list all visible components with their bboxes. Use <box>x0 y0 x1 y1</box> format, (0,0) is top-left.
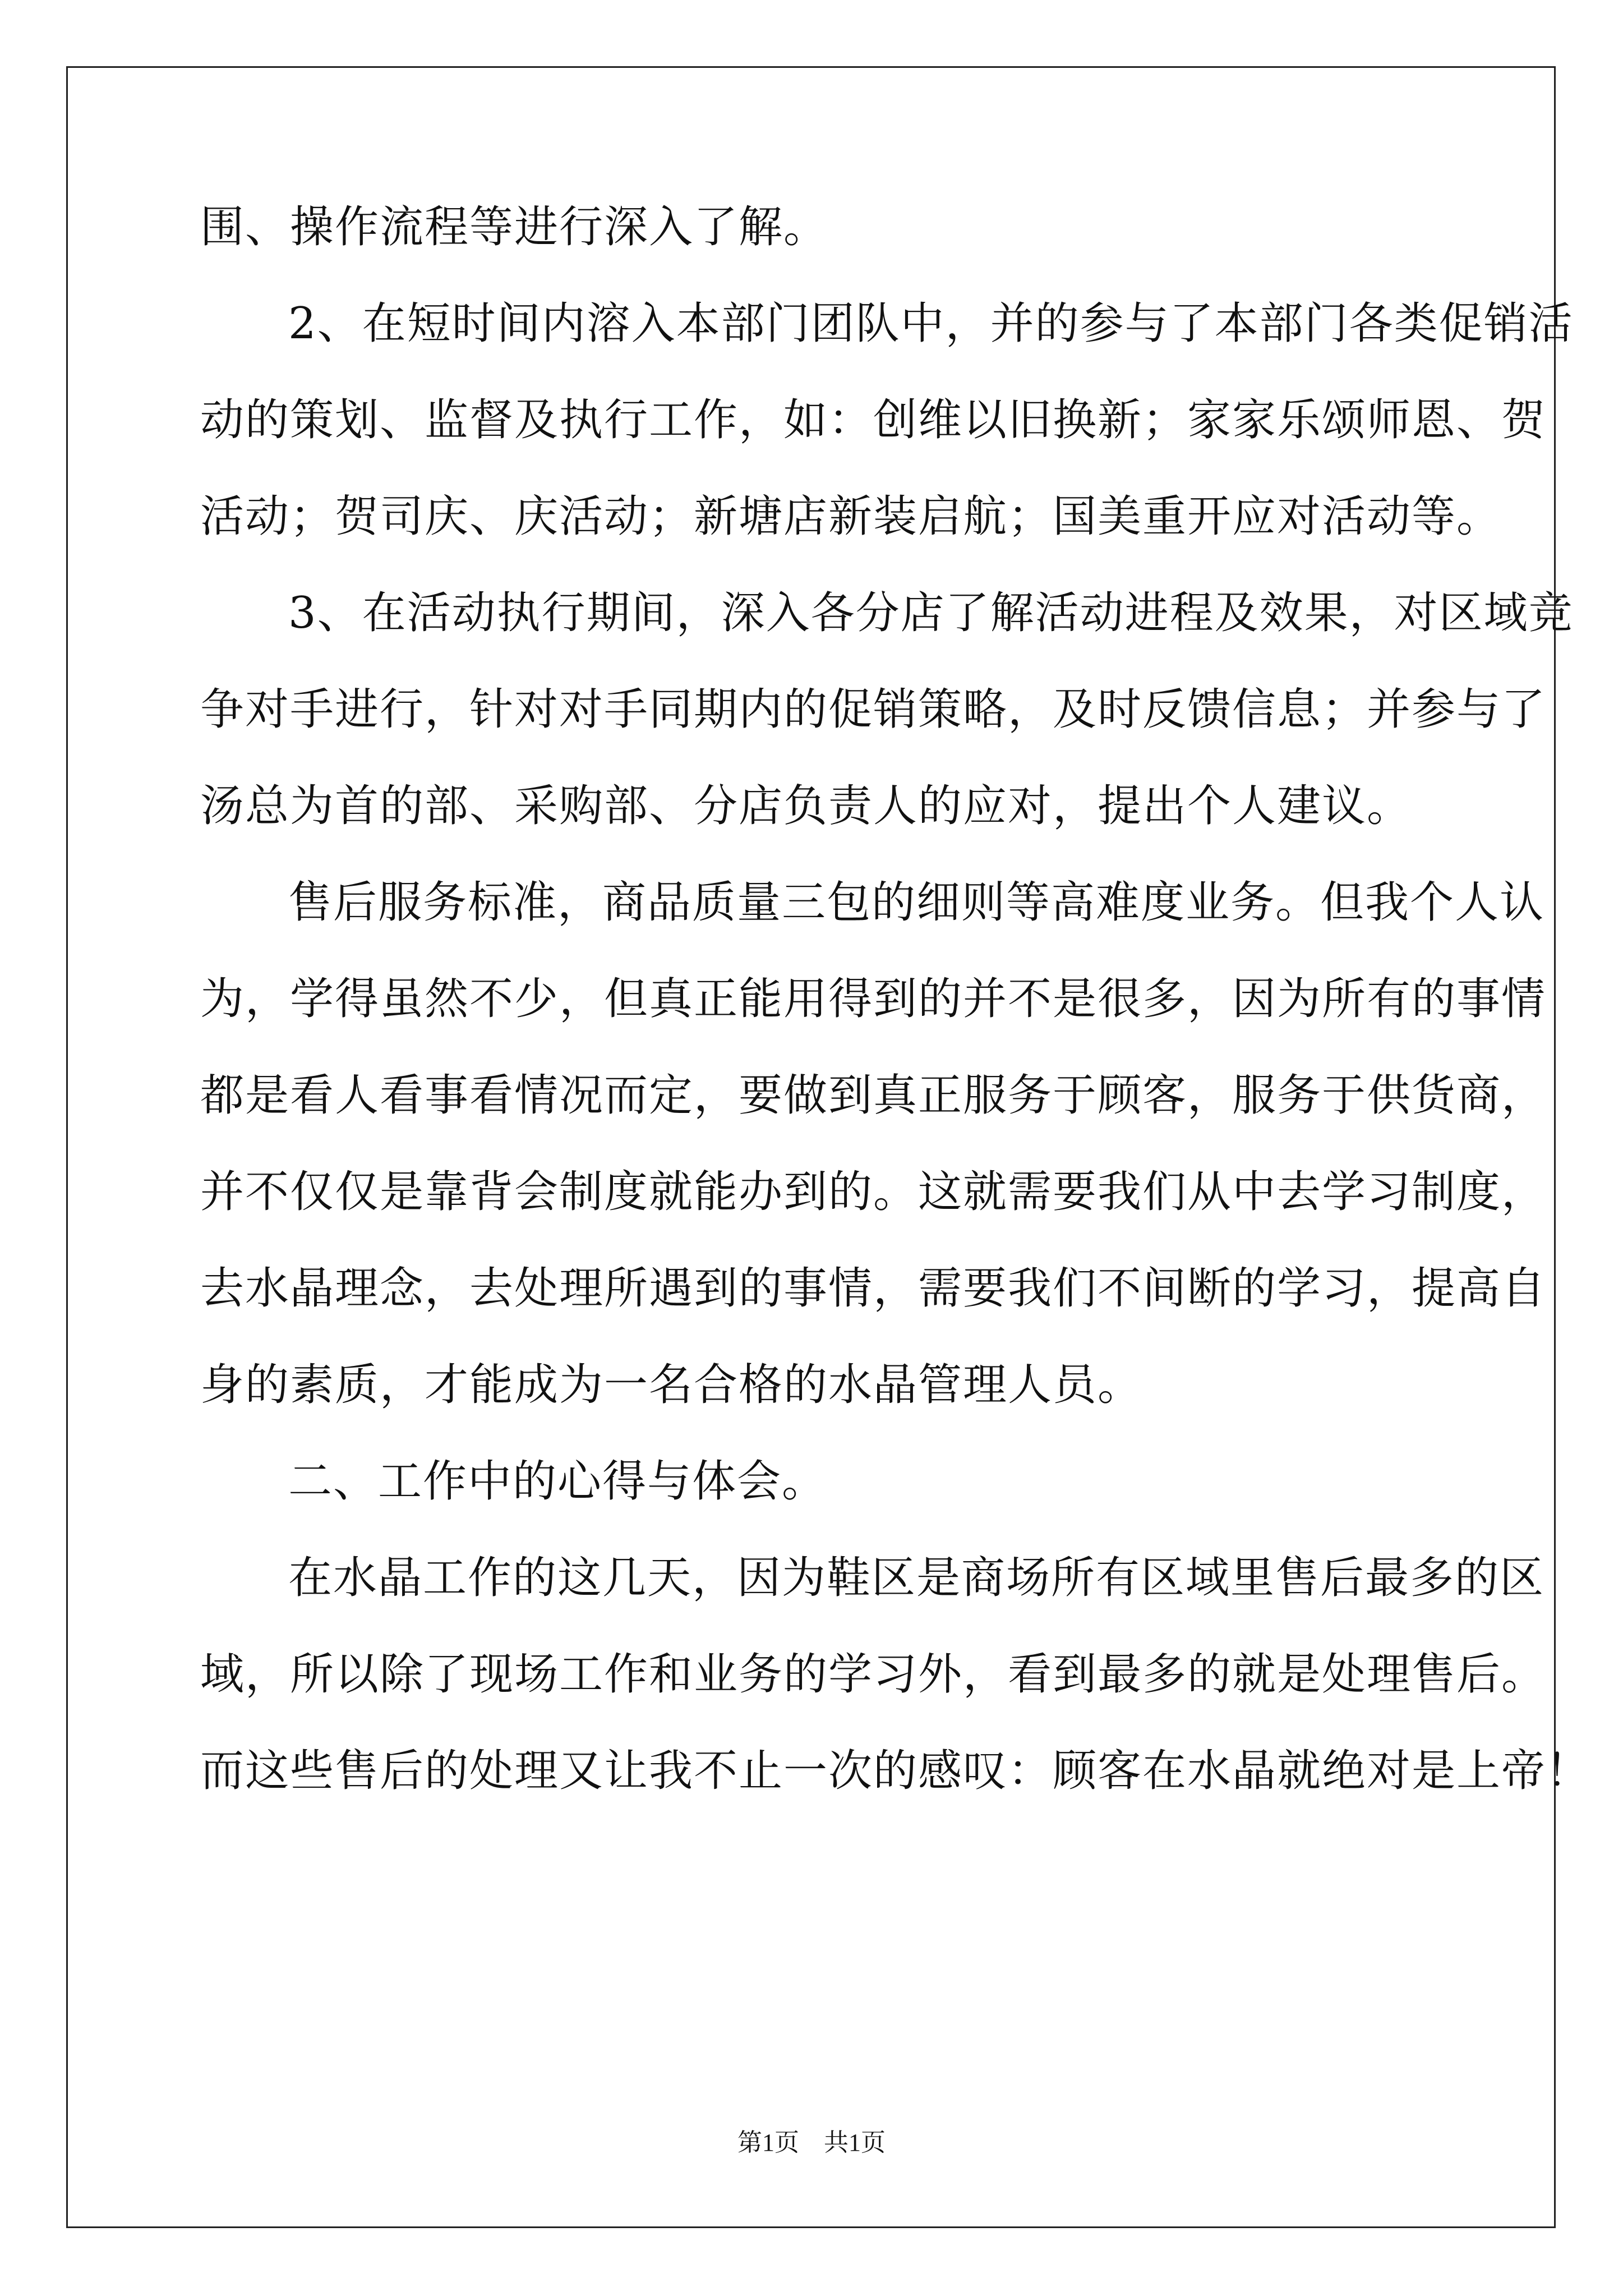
text-line: 域，所以除了现场工作和业务的学习外，看到最多的就是处理售后。 <box>200 1649 1547 1700</box>
text-line: 2、在短时间内溶入本部门团队中，并的参与了本部门各类促销活 <box>288 298 1574 349</box>
text-line: 动的策划、监督及执行工作，如：创维以旧换新；家家乐颂师恩、贺 <box>200 395 1547 445</box>
page-border <box>66 66 1556 2228</box>
text-line: 争对手进行，针对对手同期内的促销策略，及时反馈信息；并参与了 <box>200 684 1547 735</box>
section-heading: 二、工作中的心得与体会。 <box>288 1456 827 1507</box>
text-line: 并不仅仅是靠背会制度就能办到的。这就需要我们从中去学习制度， <box>200 1167 1547 1217</box>
text-line: 都是看人看事看情况而定，要做到真正服务于顾客，服务于供货商， <box>200 1070 1547 1121</box>
text-line: 在水晶工作的这几天，因为鞋区是商场所有区域里售后最多的区 <box>288 1553 1545 1603</box>
text-line: 活动；贺司庆、庆活动；新塘店新装启航；国美重开应对活动等。 <box>200 491 1502 542</box>
text-line: 售后服务标准，商品质量三包的细则等高难度业务。但我个人认 <box>288 877 1545 928</box>
text-line: 3、在活动执行期间，深入各分店了解活动进程及效果，对区域竞 <box>288 588 1574 638</box>
text-line: 身的素质，才能成为一名合格的水晶管理人员。 <box>200 1360 1143 1410</box>
text-line: 汤总为首的部、采购部、分店负责人的应对，提出个人建议。 <box>200 781 1412 831</box>
page-number-footer: 第1页 共1页 <box>737 2129 886 2156</box>
text-line: 为，学得虽然不少，但真正能用得到的并不是很多，因为所有的事情 <box>200 974 1547 1024</box>
text-line: 而这些售后的处理又让我不止一次的感叹：顾客在水晶就绝对是上帝！ <box>200 1746 1592 1796</box>
text-line: 围、操作流程等进行深入了解。 <box>200 202 829 252</box>
text-line: 去水晶理念，去处理所遇到的事情，需要我们不间断的学习，提高自 <box>200 1263 1547 1314</box>
